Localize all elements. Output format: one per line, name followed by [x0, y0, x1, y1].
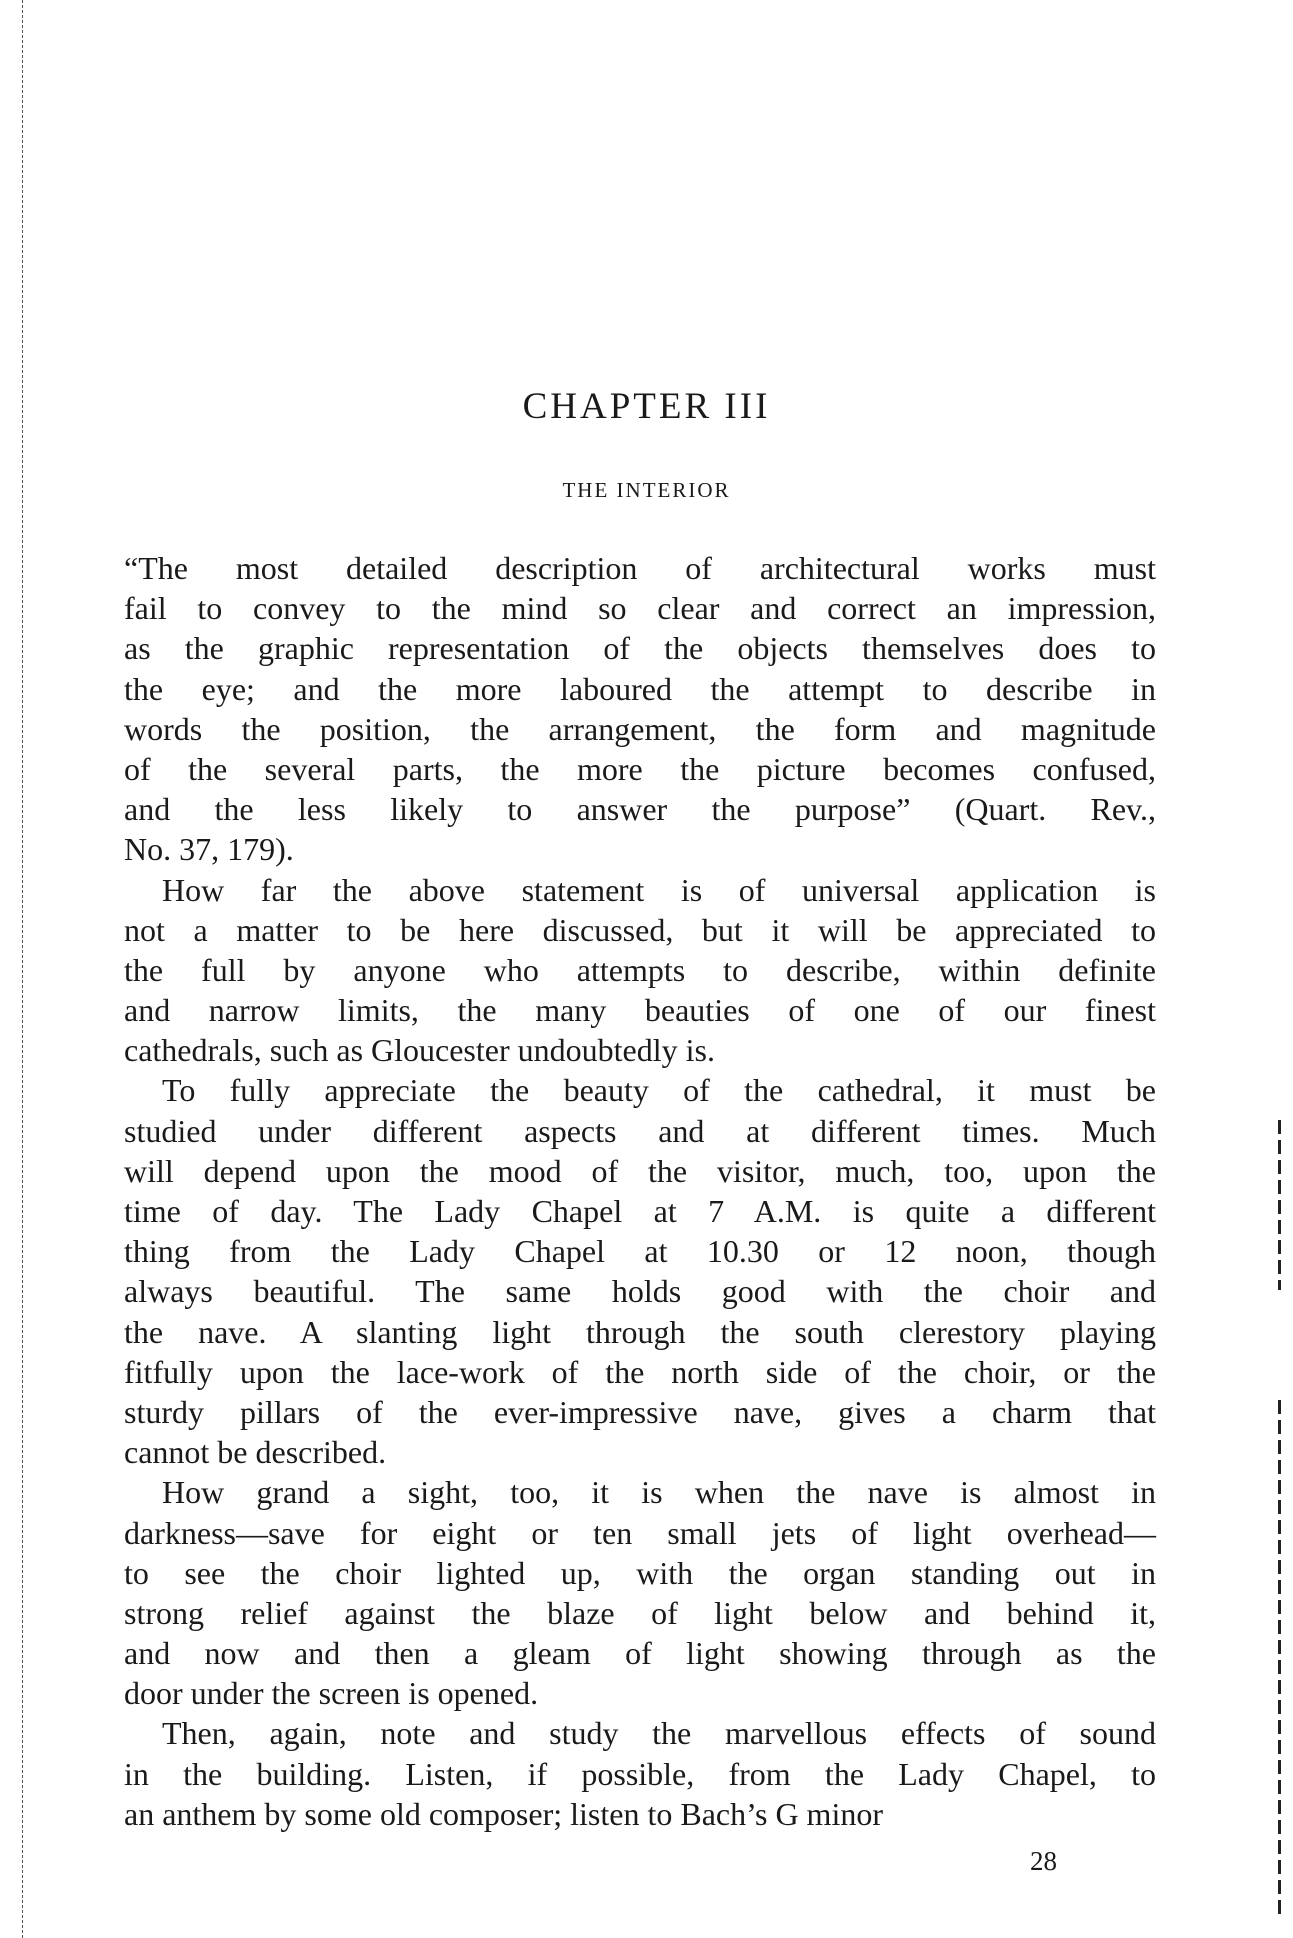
text-line: cannot be described. [124, 1434, 387, 1471]
body-text [124, 548, 1156, 1834]
text-line: To fully appreciate the beauty of the cathedral, it must be [162, 1072, 1156, 1109]
text-line: and now and then a gleam of light showing through as the [124, 1635, 1156, 1672]
page-number: 28 [1030, 1846, 1057, 1876]
text-line: and the less likely to answer the purpose” (Quart. Rev., [124, 791, 1156, 828]
text-line: of the several parts, the more the picture becomes confused, [124, 750, 1156, 787]
text-line: sturdy pillars of the ever-impressive nave, gives a charm that [124, 1393, 1156, 1430]
text-line: strong relief against the blaze of light below and behind it, [124, 1594, 1156, 1631]
text-line: thing from the Lady Chapel at 10.30 or 12 noon, though [124, 1233, 1156, 1270]
text-line: the full by anyone who attempts to describe, within definite [124, 951, 1156, 988]
paragraph [124, 1472, 1156, 1713]
text-line: fail to convey to the mind so clear and correct an impression, [124, 590, 1156, 627]
text-line: door under the screen is opened. [124, 1675, 539, 1712]
section-title: THE INTERIOR [562, 478, 731, 502]
chapter-title: CHAPTER III [522, 386, 771, 427]
text-line: always beautiful. The same holds good with the choir and [124, 1273, 1156, 1310]
text-line: in the building. Listen, if possible, from the Lady Chapel, to [124, 1755, 1156, 1792]
text-line: as the graphic representation of the objects themselves does to [124, 630, 1156, 667]
page-edge-right [1278, 1120, 1281, 1290]
text-line: How far the above statement is of universal application is [162, 871, 1156, 908]
text-line: Then, again, note and study the marvellous effects of sound [162, 1715, 1156, 1752]
text-line: the nave. A slanting light through the south clerestory playing [124, 1313, 1156, 1350]
text-line: How grand a sight, too, it is when the nave is almost in [162, 1474, 1156, 1511]
paragraph [124, 1713, 1156, 1834]
paragraph [124, 870, 1156, 1071]
text-line: will depend upon the mood of the visitor, much, too, upon the [124, 1152, 1156, 1189]
text-line: “The most detailed description of architectural works must [124, 550, 1156, 586]
text-line: time of day. The Lady Chapel at 7 A.M. is quite a different [124, 1193, 1156, 1229]
text-line: an anthem by some old composer; listen to Bach’s G minor [124, 1795, 883, 1832]
paragraph [124, 548, 1156, 870]
text-line: studied under different aspects and at different times. Much [124, 1112, 1156, 1149]
text-line: and narrow limits, the many beauties of one of our finest [124, 992, 1156, 1029]
page-edge-left [22, 0, 23, 1938]
paragraph [124, 1070, 1156, 1472]
text-line: words the position, the arrangement, the form and magnitude [124, 710, 1156, 747]
text-line: fitfully upon the lace-work of the north side of the choir, or the [124, 1353, 1156, 1390]
text-line: not a matter to be here discussed, but it will be appreciated to [124, 911, 1156, 948]
text-line: cathedrals, such as Gloucester undoubtedly is. [124, 1032, 715, 1069]
text-line: the eye; and the more laboured the attempt to describe in [124, 670, 1156, 707]
text-line: No. 37, 179). [124, 831, 294, 868]
text-line: darkness—save for eight or ten small jets of light overhead— [124, 1514, 1156, 1551]
page-edge-right [1278, 1400, 1281, 1920]
text-line: to see the choir lighted up, with the organ standing out in [124, 1554, 1156, 1591]
